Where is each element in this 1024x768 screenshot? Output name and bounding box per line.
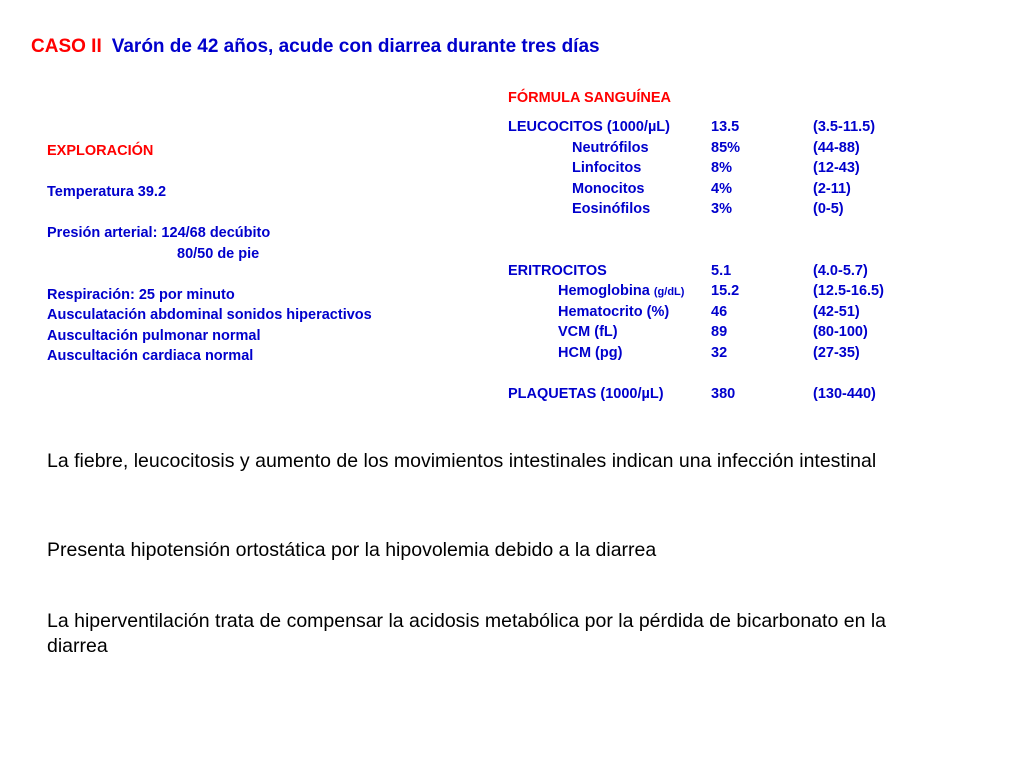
lab-value: 380 — [711, 385, 736, 402]
lab-reference: (80-100) — [813, 324, 868, 340]
lab-value: 46 — [711, 303, 728, 320]
lab-value: 85% — [711, 139, 741, 156]
exploracion-heading: EXPLORACIÓN — [47, 143, 154, 159]
lab-reference: (27-35) — [813, 344, 860, 361]
paragraph-fiebre: La fiebre, leucocitosis y aumento de los movimientos intestinales indican una infección intestinal — [47, 450, 877, 472]
lab-reference: (2-11) — [813, 180, 851, 197]
presion-line-1: Presión arterial: 124/68 decúbito — [47, 225, 271, 241]
paragraph-hipotension: Presenta hipotensión ortostática por la hipovolemia debido a la diarrea — [47, 539, 657, 561]
ausc-pulmonar-line: Auscultación pulmonar normal — [47, 327, 261, 344]
lab-value: 89 — [711, 324, 728, 340]
slide-title — [31, 36, 600, 58]
lab-name: Eosinófilos — [572, 201, 651, 217]
lab-value: 3% — [711, 201, 732, 217]
formula-heading: FÓRMULA SANGUÍNEA — [508, 90, 671, 106]
lab-name: ERITROCITOS — [508, 262, 607, 279]
ausc-cardiaca-line: Auscultación cardiaca normal — [47, 348, 254, 364]
exploracion-section — [47, 141, 372, 367]
temperatura-line: Temperatura 39.2 — [47, 184, 167, 200]
lab-name: PLAQUETAS (1000/µL) — [508, 385, 664, 402]
lab-reference: (12-43) — [813, 160, 860, 176]
lab-value: 8% — [711, 160, 732, 176]
lab-name: LEUCOCITOS (1000/µL) — [508, 119, 670, 135]
lab-reference: (12.5-16.5) — [813, 283, 884, 299]
lab-name: Monocitos — [572, 180, 645, 197]
lab-name: HCM (pg) — [558, 344, 623, 361]
hemoglobina-unit: (g/dL) — [653, 286, 685, 298]
case-subtitle: Varón de 42 años, acude con diarrea durante tres días — [111, 36, 600, 57]
lab-value: 5.1 — [711, 262, 732, 279]
respiracion-line: Respiración: 25 por minuto — [47, 286, 235, 303]
lab-reference: (130-440) — [813, 385, 876, 402]
hemoglobina-label: Hemoglobina — [558, 283, 654, 299]
lab-value: 32 — [711, 344, 728, 361]
case-label: CASO II — [31, 36, 102, 57]
paragraph-hiperventilacion: La hiperventilación trata de compensar la acidosis metabólica por la pérdida de bicarbonato en la diarrea — [47, 610, 887, 657]
lab-name — [558, 281, 684, 303]
lab-value: 4% — [711, 180, 732, 197]
ausc-abdominal-line: Ausculatación abdominal sonidos hiperactivos — [47, 307, 372, 323]
lab-reference: (4.0-5.7) — [813, 262, 868, 279]
lab-value: 13.5 — [711, 119, 740, 135]
lab-name: VCM (fL) — [558, 324, 618, 340]
lab-reference: (44-88) — [813, 139, 860, 156]
lab-reference: (42-51) — [813, 303, 860, 320]
lab-name: Linfocitos — [572, 160, 642, 176]
lab-value: 15.2 — [711, 283, 740, 299]
lab-reference: (3.5-11.5) — [813, 119, 876, 135]
lab-name: Neutrófilos — [572, 139, 649, 156]
lab-reference: (0-5) — [813, 201, 844, 217]
presion-line-2: 80/50 de pie — [177, 245, 260, 262]
lab-name: Hematocrito (%) — [558, 303, 670, 320]
